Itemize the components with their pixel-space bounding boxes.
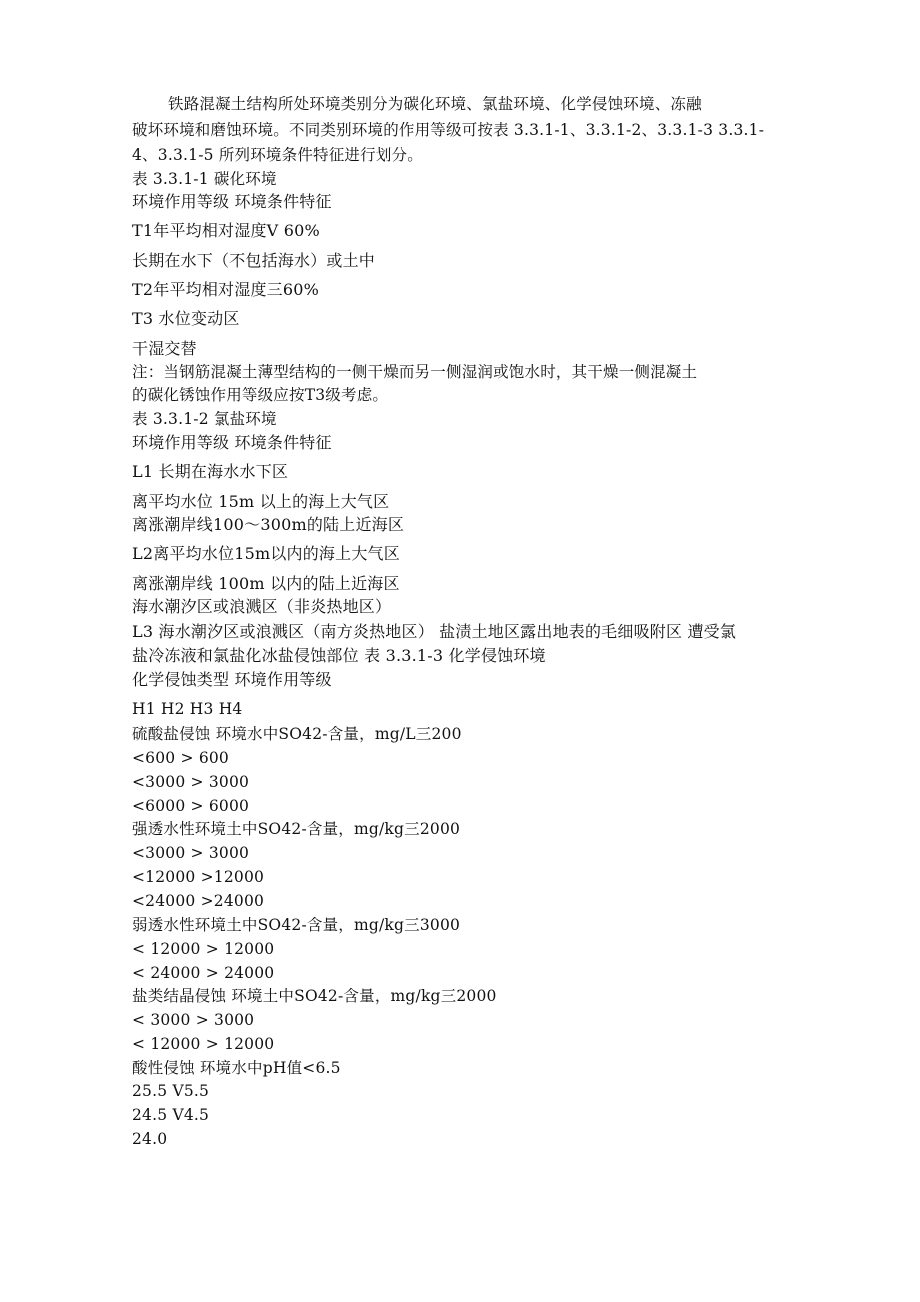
table1-row: T2年平均相对湿度三60% xyxy=(132,280,320,299)
table3-header: 化学侵蚀类型 环境作用等级 xyxy=(132,670,332,689)
table2-row: L3 海水潮汐区或浪溅区（南方炎热地区） 盐渍土地区露出地表的毛细吸附区 遭受氯 xyxy=(132,622,737,641)
intro-line-1: 铁路混凝土结构所处环境类别分为碳化环境、氯盐环境、化学侵蚀环境、冻融 xyxy=(168,95,702,113)
table1-row: 干湿交替 xyxy=(132,339,197,358)
table2-row: 盐冷冻液和氯盐化冰盐侵蚀部位 表 3.3.1-3 化学侵蚀环境 xyxy=(132,646,546,665)
table3-row: 弱透水性环境土中SO42-含量，mg/kg三3000 xyxy=(132,916,461,934)
table2-row: 离涨潮岸线 100m 以内的陆上近海区 xyxy=(132,574,400,593)
table2-caption: 表 3.3.1-2 氯盐环境 xyxy=(132,410,277,428)
table3-row: < 12000 > 12000 xyxy=(132,940,275,958)
table3-row: 24.0 xyxy=(132,1130,168,1148)
table3-row: < 12000 > 12000 xyxy=(132,1035,275,1053)
table3-row: <24000 >24000 xyxy=(132,892,265,910)
table3-row: <3000 > 3000 xyxy=(132,844,250,862)
table1-note-line-1: 注：当钢筋混凝土薄型结构的一侧干燥而另一侧湿润或饱水时，其干燥一侧混凝土 xyxy=(132,363,698,381)
table3-row: 盐类结晶侵蚀 环境土中SO42-含量，mg/kg三2000 xyxy=(132,987,497,1005)
table3-row: 酸性侵蚀 环境水中pH值<6.5 xyxy=(132,1059,341,1077)
table2-row: 离涨潮岸线100～300m的陆上近海区 xyxy=(132,515,405,534)
table2-row: L1 长期在海水水下区 xyxy=(132,462,289,481)
table3-levels: H1 H2 H3 H4 xyxy=(132,700,243,718)
table3-row: 硫酸盐侵蚀 环境水中SO42-含量，mg/L三200 xyxy=(132,725,462,743)
table2-row: 海水潮汐区或浪溅区（非炎热地区） xyxy=(132,597,392,616)
table3-row: 强透水性环境土中SO42-含量，mg/kg三2000 xyxy=(132,820,461,838)
table1-caption: 表 3.3.1-1 碳化环境 xyxy=(132,170,277,188)
table1-row: 长期在水下（不包括海水）或土中 xyxy=(132,251,376,270)
table3-row: <600 > 600 xyxy=(132,749,229,767)
table1-row: T3 水位变动区 xyxy=(132,309,240,328)
table1-note-line-2: 的碳化锈蚀作用等级应按T3级考虑。 xyxy=(132,386,389,404)
table3-row: <12000 >12000 xyxy=(132,868,265,886)
table1-row: T1年平均相对湿度V 60% xyxy=(132,221,320,240)
table3-row: <6000 > 6000 xyxy=(132,797,250,815)
intro-line-3: 4、3.3.1-5 所列环境条件特征进行划分。 xyxy=(132,146,423,164)
table3-row: <3000 > 3000 xyxy=(132,773,250,791)
table3-row: < 3000 > 3000 xyxy=(132,1011,255,1029)
table2-header: 环境作用等级 环境条件特征 xyxy=(132,433,332,452)
table2-row: L2离平均水位15m以内的海上大气区 xyxy=(132,544,400,563)
table3-row: < 24000 > 24000 xyxy=(132,964,275,982)
intro-line-2: 破坏环境和磨蚀环境。不同类别环境的作用等级可按表 3.3.1-1、3.3.1-2、3.3.1-3 3.3.1- xyxy=(132,121,765,139)
table3-row: 25.5 V5.5 xyxy=(132,1082,210,1100)
table1-header: 环境作用等级 环境条件特征 xyxy=(132,192,332,211)
table3-row: 24.5 V4.5 xyxy=(132,1106,210,1124)
table2-row: 离平均水位 15m 以上的海上大气区 xyxy=(132,492,390,511)
